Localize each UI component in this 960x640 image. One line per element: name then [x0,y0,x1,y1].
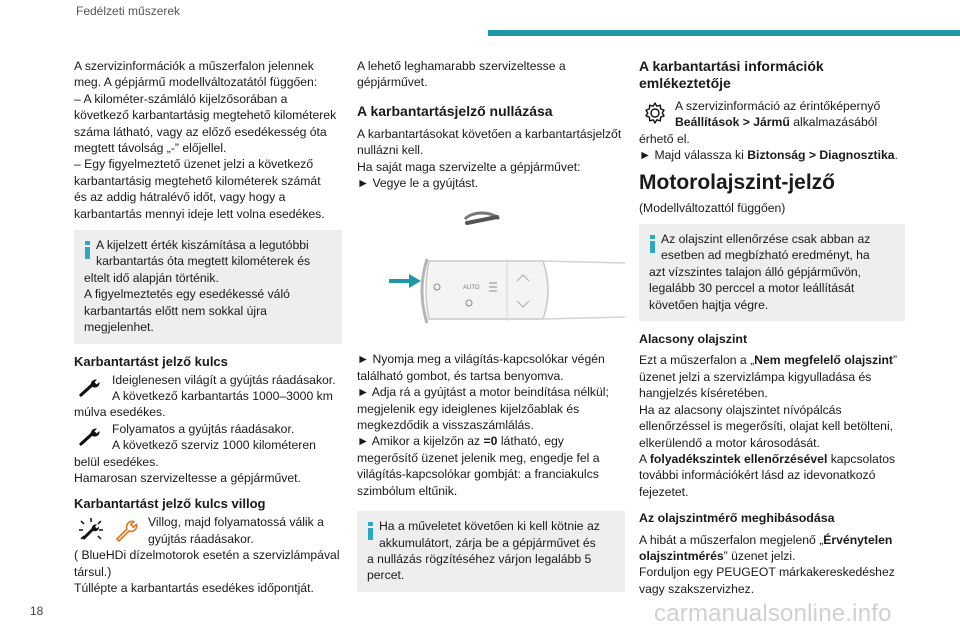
key1-line: múlva esedékes. [74,405,166,420]
fault-line: Forduljon egy PEUGEOT márkakereskedéshez [639,565,895,580]
press-arrow-icon [389,274,421,288]
reminder-row [639,98,905,131]
info-line: megjelenhet. [84,320,154,335]
reminder-line: A szervizinformáció az érintőképernyő [675,99,881,113]
fault-line: A hibát a műszerfalon megjelenő „Érvénytelen [639,532,893,547]
fault-heading: Az olajszintmérő meghibásodása [639,511,835,526]
step-line: ► Amikor a kijelzőn az =0 látható, egy [357,434,564,449]
intro-line: következő karbantartásig megtehető kilométerek [74,108,337,123]
step-line: megkezdődik a visszaszámlálás. [357,418,534,433]
step-line: található gombot, és tartsa benyomva. [357,368,564,383]
info-line: legalább 30 perccel a motor leállítását [649,281,855,296]
text-line: ► Vegye le a gyújtást. [357,176,479,191]
info-line: karbantartás óta megtett kilométerek és [96,254,311,269]
fault-line: olajszintmérés” üzenet jelzi. [639,548,796,563]
blink-line: gyújtás ráadásakor. [148,531,254,546]
low-line: további információkért lásd az idevonatkozó [639,468,876,483]
watermark: carmanualsonline.info [654,600,892,627]
wrench-icon [74,373,108,401]
key-heading: Karbantartást jelző kulcs [74,353,228,369]
info-icon [368,522,373,538]
reminder-step: ► Majd válassza ki Biztonság > Diagnosztika. [639,148,898,163]
key2-line: A következő szerviz 1000 kilométeren [112,438,316,453]
blink-after: társul.) [74,564,112,579]
blink-line: Villog, majd folyamatossá válik a [148,515,324,530]
section-title: Fedélzeti műszerek [76,4,181,18]
reminder-heading: A karbantartási információk emlékeztetője [639,58,824,91]
intro-line: – A kilométer-számláló kijelzősorában a [74,91,288,106]
step-line: szimbólum eltűnik. [357,483,458,498]
info-line: esetben ad megbízható eredményt, ha [661,248,870,263]
info-line: Az olajszint ellenőrzése csak abban az [661,232,871,247]
column-2 [357,58,625,602]
intro-line: A szervizinformációk a műszerfalon jelennek [74,59,314,73]
low-line: elkerülendő a motor károsodását. [639,435,820,450]
intro-line: száma látható, vagy az előző esedékesség óta [74,124,327,139]
info-line: a nullázás rögzítéséhez várjon legalább 5 [367,551,592,566]
low-line: A folyadékszintek ellenőrzésével kapcsolatos [639,451,896,466]
intro-line: és az addig hátralévő időt, vagy hogy a [74,190,286,205]
info-box [639,224,905,321]
header-accent-bar [488,30,960,36]
intro-line: meg. A gépjármű modellváltozatától függően: [74,75,318,90]
key2-line: belül esedékes. [74,454,159,469]
wrench-blink-icon [74,516,108,544]
intro-line: karbantartás mennyi ideje lett volna esedékes. [74,206,325,221]
blink-icons [74,515,144,544]
low-line: Ezt a műszerfalon a „Nem megfelelő olajszint” [639,353,898,368]
oil-subtitle: (Modellváltozattól függően) [639,200,786,215]
info-icon [85,241,90,257]
info-line: A figyelmeztetés egy esedékessé váló [84,287,290,302]
blink-heading: Karbantartást jelző kulcs villog [74,496,266,512]
key1-line: Ideiglenesen világít a gyújtás ráadásakor. [112,372,336,387]
low-oil-heading: Alacsony olajszint [639,332,748,347]
info-line: akkumulátort, zárja be a gépjárművet és [379,535,596,550]
info-box [74,230,342,343]
stalk-auto-label: AUTO [463,285,480,292]
info-line: követően hajtja végre. [649,297,769,312]
page-number: 18 [30,604,44,618]
text-line: A karbantartásokat követően a karbantartásjelzőt [357,126,622,141]
info-line: azt vízszintes talajon álló gépjárművön, [649,264,862,279]
info-line: eltelt idő alapján történik. [84,270,219,285]
step-line: ► Nyomja meg a világítás-kapcsolókar végén [357,352,605,367]
text-line: Ha saját maga szervizelte a gépjárművet: [357,159,581,174]
blink-after: ( BlueHDi dízelmotorok esetén a szervizlámpával [74,548,340,563]
reminder-line: érhető el. [639,131,690,146]
step-line: megjelenik egy ideiglenes kijelzőablak és [357,401,580,416]
gear-icon [639,99,671,127]
info-line: karbantartás előtt nem sokkal újra [84,303,267,318]
reminder-line: Beállítások > Jármű alkalmazásából [675,115,878,130]
text-line: gépjárművet. [357,75,428,90]
info-line: percet. [367,568,405,583]
wrench-outline-icon [110,516,144,544]
intro-line: karbantartásig megtehető kilométerek számát [74,173,321,188]
key1-line: A következő karbantartás 1000–3000 km [112,388,333,403]
step-line: ► Adja rá a gyújtást a motor beindítása nélkül; [357,385,609,400]
key2-after: Hamarosan szervizeltesse a gépjárművet. [74,470,301,485]
low-line: ellenőrzéssel is megerősíti, olajat kell betölteni, [639,419,894,434]
key-row-2 [74,421,342,454]
blink-after: Túllépte a karbantartás esedékes időpontját. [74,580,314,595]
text-line: nullázni kell. [357,143,424,158]
intro-line: megtett távolság „-” előjellel. [74,141,227,156]
info-box [357,511,625,592]
info-line: Ha a műveletet követően ki kell kötnie az [379,519,600,534]
column-1 [74,58,342,596]
intro-line: – Egy figyelmeztető üzenet jelzi a következő [74,157,314,172]
low-line: Ha az alacsony olajszintet nívópálcás [639,402,842,417]
low-line: fejezetet. [639,484,689,499]
info-line: A kijelzett érték kiszámítása a legutóbbi [96,238,309,253]
info-icon [650,235,655,251]
text-line: A lehető leghamarabb szervizeltesse a [357,59,566,73]
step-line: világítás-kapcsolókar gombját: a franciakulcs [357,467,599,482]
low-line: hangjelzés kíséretében. [639,386,768,401]
key2-line: Folyamatos a gyújtás ráadásakor. [112,421,295,436]
fault-line: vagy szakszervizhez. [639,581,755,596]
step-line: megerősítő üzenet jelenik meg, engedje fel a [357,450,600,465]
column-3 [639,58,905,597]
steering-wheel-icon [465,213,499,223]
low-line: üzenet jelzi a szervizlámpa kigyulladása és [639,369,872,384]
key-row-1 [74,372,342,405]
blink-row [74,514,342,547]
oil-heading: Motorolajszint-jelző [639,170,835,194]
lighting-stalk-illustration [357,201,625,343]
reset-heading: A karbantartásjelző nullázása [357,102,553,119]
wrench-icon [74,422,108,450]
